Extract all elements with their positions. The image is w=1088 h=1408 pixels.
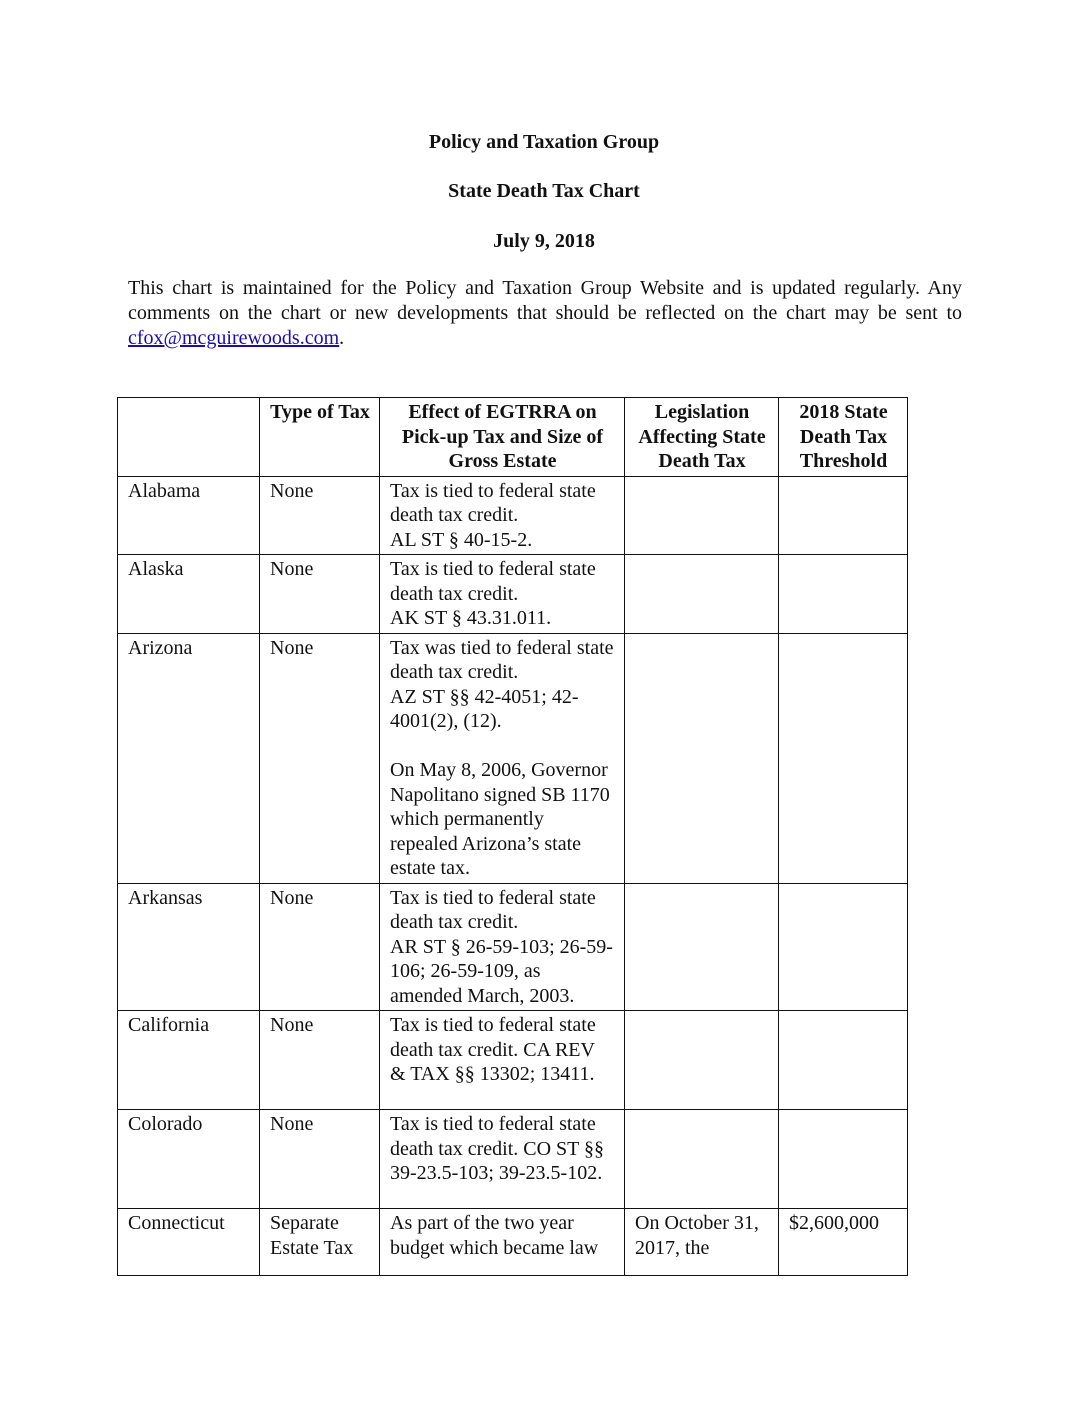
intro-paragraph: [128, 276, 962, 351]
type-cell: None: [260, 1011, 380, 1110]
state-cell: Alabama: [118, 476, 260, 555]
paragraph-gap: [390, 734, 615, 759]
effect-cell: [380, 633, 625, 883]
effect-line: Tax is tied to federal state death tax credit.: [390, 558, 596, 605]
state-cell: Connecticut: [118, 1209, 260, 1276]
effect-line: AK ST § 43.31.011.: [390, 607, 552, 629]
type-cell: None: [260, 555, 380, 634]
table-row: [118, 476, 908, 555]
column-header-type: Type of Tax: [260, 398, 380, 477]
effect-cell: [380, 476, 625, 555]
effect-cell: [380, 883, 625, 1011]
effect-line: Tax is tied to federal state death tax credit. CA REV & TAX §§ 13302; 13411.: [390, 1014, 596, 1085]
state-cell: California: [118, 1011, 260, 1110]
effect-line: As part of the two year budget which became law: [390, 1212, 599, 1259]
threshold-cell: [779, 1110, 908, 1209]
column-header-effect: Effect of EGTRRA on Pick-up Tax and Size of Gross Estate: [380, 398, 625, 477]
type-cell: None: [260, 633, 380, 883]
chart-title: State Death Tax Chart: [448, 180, 640, 202]
table-row: [118, 1209, 908, 1276]
threshold-cell: [779, 555, 908, 634]
type-cell: None: [260, 883, 380, 1011]
column-header-state: [118, 398, 260, 477]
type-cell: None: [260, 476, 380, 555]
table-row: [118, 883, 908, 1011]
effect-line: AL ST § 40-15-2.: [390, 528, 533, 551]
legislation-cell: On October 31, 2017, the: [625, 1209, 779, 1276]
table-row: [118, 1011, 908, 1110]
legislation-cell: [625, 633, 779, 883]
column-header-threshold: 2018 State Death Tax Threshold: [779, 398, 908, 477]
effect-line: Tax was tied to federal state death tax credit.: [390, 636, 614, 683]
effect-line: Tax is tied to federal state death tax credit.: [390, 886, 596, 933]
threshold-cell: [779, 1011, 908, 1110]
legislation-cell: [625, 883, 779, 1011]
table-row: [118, 1110, 908, 1209]
threshold-cell: [779, 476, 908, 555]
legislation-cell: [625, 1110, 779, 1209]
legislation-cell: [625, 1011, 779, 1110]
threshold-cell: [779, 633, 908, 883]
table-header-row: [118, 398, 908, 477]
state-cell: Arizona: [118, 633, 260, 883]
state-cell: Arkansas: [118, 883, 260, 1011]
effect-cell: [380, 555, 625, 634]
group-heading: Policy and Taxation Group: [428, 131, 660, 153]
state-cell: Colorado: [118, 1110, 260, 1209]
table-row: [118, 633, 908, 883]
legislation-cell: [625, 476, 779, 555]
intro-suffix: .: [339, 327, 345, 349]
type-cell: Separate Estate Tax: [260, 1209, 380, 1276]
threshold-cell: $2,600,000: [779, 1209, 908, 1276]
effect-line: Tax is tied to federal state death tax credit. CO ST §§ 39-23.5-103; 39-23.5-102.: [390, 1113, 605, 1184]
effect-cell: [380, 1209, 625, 1276]
effect-line: AZ ST §§ 42-4051; 42-4001(2), (12).: [390, 685, 579, 732]
state-death-tax-table: [117, 397, 908, 1276]
threshold-cell: [779, 883, 908, 1011]
effect-cell: [380, 1110, 625, 1209]
table-row: [118, 555, 908, 634]
state-cell: Alaska: [118, 555, 260, 634]
effect-cell: [380, 1011, 625, 1110]
effect-line: On May 8, 2006, Governor Napolitano signed SB 1170 which permanently repealed Arizona’s state estate tax.: [390, 759, 610, 879]
intro-text: This chart is maintained for the Policy and Taxation Group Website and is updated regularly. Any comments on the chart or new developments that should be reflected on the chart may be sent to: [128, 277, 962, 324]
effect-line: Tax is tied to federal state death tax credit.: [390, 479, 596, 526]
document-date: July 9, 2018: [493, 230, 595, 252]
type-cell: None: [260, 1110, 380, 1209]
legislation-cell: [625, 555, 779, 634]
column-header-legislation: Legislation Affecting State Death Tax: [625, 398, 779, 477]
email-link[interactable]: cfox@mcguirewoods.com: [128, 327, 340, 349]
effect-line: AR ST § 26-59-103; 26-59-106; 26-59-109, as amended March, 2003.: [390, 935, 613, 1007]
